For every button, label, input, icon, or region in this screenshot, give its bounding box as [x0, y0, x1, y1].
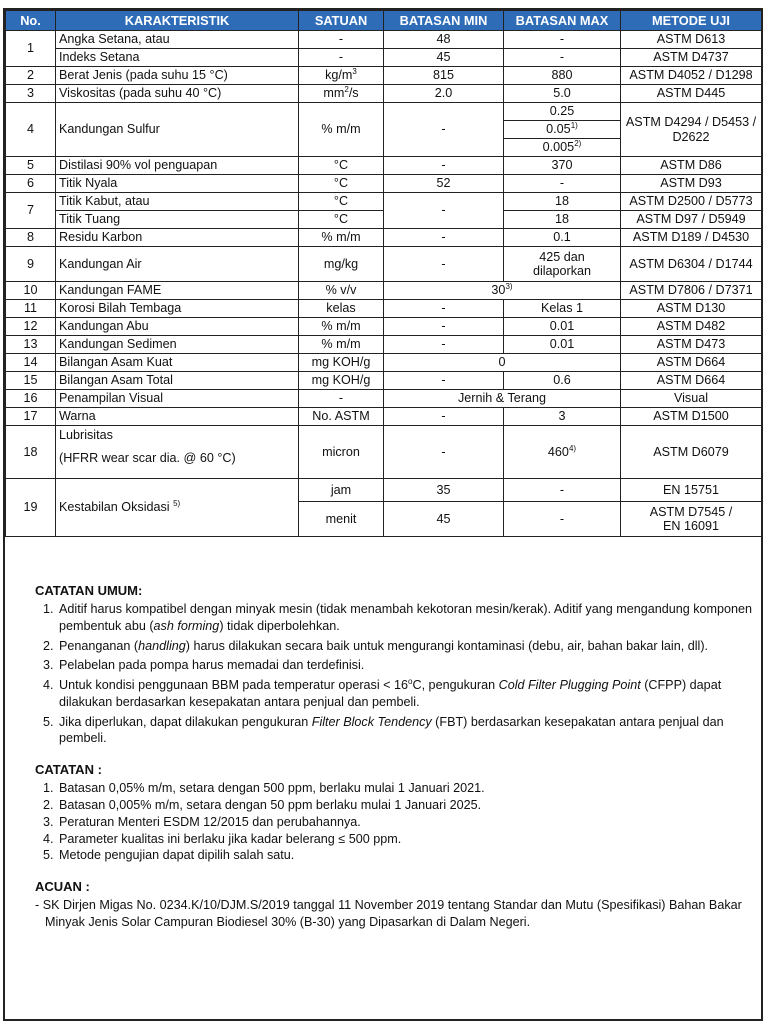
cell-metode: ASTM D7806 / D7371: [621, 282, 762, 300]
table-row: [6, 229, 762, 247]
table-row: [6, 85, 762, 103]
cell-min: 2.0: [384, 85, 504, 103]
cell-karakteristik: Distilasi 90% vol penguapan: [56, 157, 299, 175]
cell-metode: ASTM D86: [621, 157, 762, 175]
text-part: Penanganan (: [59, 638, 139, 653]
list-item: 5. Metode pengujian dapat dipilih salah satu.: [57, 847, 755, 864]
cell-no: 5: [6, 157, 56, 175]
cell-max: -: [504, 502, 621, 537]
cell-metode: ASTM D2500 / D5773: [621, 193, 762, 211]
text-part: Kestabilan Oksidasi: [59, 500, 174, 515]
cell-min: -: [384, 157, 504, 175]
table-row: [6, 282, 762, 300]
cell-no: 14: [6, 354, 56, 372]
cell-karakteristik: Titik Nyala: [56, 175, 299, 193]
cell-karakteristik: Angka Setana, atau: [56, 31, 299, 49]
cell-no: 7: [6, 193, 56, 229]
header-batasan-max: BATASAN MAX: [504, 11, 621, 31]
cell-metode: Visual: [621, 390, 762, 408]
cell-no: 10: [6, 282, 56, 300]
cell-metode: ASTM D93: [621, 175, 762, 193]
cell-max: -: [504, 31, 621, 49]
cell-no: 15: [6, 372, 56, 390]
cell-satuan: menit: [299, 502, 384, 537]
cell-max: Kelas 1: [504, 300, 621, 318]
list-item: [57, 714, 755, 747]
cell-karakteristik: Korosi Bilah Tembaga: [56, 300, 299, 318]
cell-karakteristik: Bilangan Asam Kuat: [56, 354, 299, 372]
list-item: 2. Batasan 0,005% m/m, setara dengan 50 ppm berlaku mulai 1 Januari 2025.: [57, 797, 755, 814]
cell-no: 12: [6, 318, 56, 336]
text-part: Berat Jenis (pada suhu 15: [59, 68, 210, 83]
cell-metode: ASTM D4052 / D1298: [621, 67, 762, 85]
text-part: 460: [547, 444, 569, 459]
cell-metode: EN 15751: [621, 479, 762, 502]
cell-no: 4: [6, 103, 56, 157]
cell-satuan: % m/m: [299, 336, 384, 354]
cell-karakteristik: Bilangan Asam Total: [56, 372, 299, 390]
text-part: Jika diperlukan, dapat dilakukan pengukuran: [59, 714, 312, 729]
table-row: [6, 193, 762, 211]
cell-min: 815: [384, 67, 504, 85]
cell-karakteristik: Warna: [56, 408, 299, 426]
text-part: C, pengukuran: [412, 678, 499, 693]
cell-max: [504, 139, 621, 157]
cell-karakteristik: Kandungan FAME: [56, 282, 299, 300]
text-part: °C): [209, 68, 228, 83]
text-part: 0.05: [546, 122, 571, 137]
cell-no: 16: [6, 390, 56, 408]
specification-sheet: [3, 8, 763, 1021]
cell-min: -: [384, 229, 504, 247]
cell-no: 9: [6, 247, 56, 282]
cell-no: 19: [6, 479, 56, 537]
cell-no: 2: [6, 67, 56, 85]
cell-metode: ASTM D664: [621, 372, 762, 390]
cell-karakteristik: [56, 426, 299, 479]
cell-metode: ASTM D473: [621, 336, 762, 354]
cell-metode: ASTM D482: [621, 318, 762, 336]
cell-karakteristik: Kandungan Sulfur: [56, 103, 299, 157]
cell-satuan: [299, 85, 384, 103]
cell-satuan: mg KOH/g: [299, 372, 384, 390]
list-item: [57, 677, 755, 710]
cell-satuan: kelas: [299, 300, 384, 318]
footnote-marker: 1): [570, 121, 578, 131]
cell-min: -: [384, 372, 504, 390]
cell-karakteristik: Titik Kabut, atau: [56, 193, 299, 211]
text-part: Aditif harus kompatibel dengan minyak mesin (tidak menambah kekotoran mesin/kerak). Aditif yang mengandung komponen pembentuk abu (: [59, 602, 753, 634]
acuan-title: ACUAN :: [35, 879, 90, 895]
cell-metode: ASTM D1500: [621, 408, 762, 426]
cell-karakteristik: [56, 85, 299, 103]
footnote-marker: 5): [173, 499, 181, 509]
table-row: [6, 372, 762, 390]
cell-satuan: % m/m: [299, 103, 384, 157]
cell-min: -: [384, 336, 504, 354]
cell-min: 48: [384, 31, 504, 49]
cell-satuan: °C: [299, 211, 384, 229]
text-part: 30: [491, 283, 506, 298]
notes-section: [35, 582, 755, 945]
cell-satuan: jam: [299, 479, 384, 502]
list-item: 4. Parameter kualitas ini berlaku jika kadar belerang ≤ 500 ppm.: [57, 831, 755, 848]
cell-karakteristik: Indeks Setana: [56, 49, 299, 67]
cell-no: 18: [6, 426, 56, 479]
table-row: [6, 175, 762, 193]
list-item: 1. Batasan 0,05% m/m, setara dengan 500 ppm, berlaku mulai 1 Januari 2021.: [57, 780, 755, 797]
cell-min: -: [384, 247, 504, 282]
cell-metode: ASTM D130: [621, 300, 762, 318]
cell-satuan: No. ASTM: [299, 408, 384, 426]
cell-min: -: [384, 103, 504, 157]
cell-satuan: -: [299, 49, 384, 67]
cell-no: 17: [6, 408, 56, 426]
catatan-umum-list: [35, 601, 755, 747]
cell-metode: ASTM D4737: [621, 49, 762, 67]
cell-min: 45: [384, 49, 504, 67]
catatan-title: CATATAN :: [35, 762, 102, 778]
cell-satuan: % m/m: [299, 229, 384, 247]
cell-max: 370: [504, 157, 621, 175]
cell-karakteristik: Kandungan Sedimen: [56, 336, 299, 354]
table-row: [6, 157, 762, 175]
header-metode-uji: METODE UJI: [621, 11, 762, 31]
cell-satuan: °C: [299, 193, 384, 211]
cell-no: 11: [6, 300, 56, 318]
table-row: [6, 103, 762, 121]
cell-max: 5.0: [504, 85, 621, 103]
cell-metode: ASTM D7545 / EN 16091: [621, 502, 762, 537]
cell-karakteristik: Titik Tuang: [56, 211, 299, 229]
cell-satuan: °C: [299, 157, 384, 175]
cell-no: 3: [6, 85, 56, 103]
cell-max: [504, 121, 621, 139]
cell-max: 425 dan dilaporkan: [504, 247, 621, 282]
catatan-list: [35, 780, 755, 864]
text-part: ) harus dilakukan secara baik untuk mengurangi kontaminasi (debu, air, bahan bakar lain, dll).: [185, 638, 709, 653]
cell-max: 0.25: [504, 103, 621, 121]
cell-max: 18: [504, 211, 621, 229]
text-part: handling: [138, 638, 186, 653]
cell-metode: ASTM D4294 / D5453 / D2622: [621, 103, 762, 157]
header-batasan-min: BATASAN MIN: [384, 11, 504, 31]
table-row: [6, 479, 762, 502]
cell-no: 13: [6, 336, 56, 354]
cell-min: 45: [384, 502, 504, 537]
table-row: [6, 49, 762, 67]
cell-min: 35: [384, 479, 504, 502]
cell-max: 0.1: [504, 229, 621, 247]
superscript: 3: [352, 67, 357, 77]
cell-min: -: [384, 318, 504, 336]
cell-min: -: [384, 426, 504, 479]
cell-value-merged: [384, 282, 621, 300]
table-row: [6, 426, 762, 479]
cell-max: 3: [504, 408, 621, 426]
cell-metode: ASTM D613: [621, 31, 762, 49]
cell-satuan: micron: [299, 426, 384, 479]
table-header-row: [6, 11, 762, 31]
cell-satuan: % m/m: [299, 318, 384, 336]
specification-table: [5, 10, 762, 537]
header-no: No.: [6, 11, 56, 31]
table-row: [6, 390, 762, 408]
list-item: [57, 638, 755, 655]
table-row: [6, 354, 762, 372]
text-line: [59, 451, 295, 465]
cell-metode: ASTM D6304 / D1744: [621, 247, 762, 282]
acuan-item: - SK Dirjen Migas No. 0234.K/10/DJM.S/2019 tanggal 11 November 2019 tentang Standar dan Mutu (Spesifikasi) Bahan Bakar Minyak Jenis Solar Campuran Biodiesel 30% (B-30) yang Dipasarkan di Dalam Negeri.: [35, 898, 742, 930]
cell-max: 18: [504, 193, 621, 211]
footnote-marker: 4): [568, 443, 577, 453]
text-part: Filter Block Tendency: [311, 714, 432, 729]
cell-karakteristik: Penampilan Visual: [56, 390, 299, 408]
cell-min: 52: [384, 175, 504, 193]
superscript: 2: [344, 85, 349, 95]
text-part: /s: [348, 86, 359, 101]
cell-metode: ASTM D6079: [621, 426, 762, 479]
text-part: (FBT) berdasarkan kesepakatan antara penjual dan pembeli.: [59, 714, 724, 746]
header-karakteristik: KARAKTERISTIK: [56, 11, 299, 31]
table-row: [6, 67, 762, 85]
cell-max: -: [504, 175, 621, 193]
cell-karakteristik: [56, 479, 299, 537]
cell-max: 0.01: [504, 318, 621, 336]
cell-value-merged: 0: [384, 354, 621, 372]
list-item: 3. Pelabelan pada pompa harus memadai dan terdefinisi.: [57, 657, 755, 674]
cell-min: -: [384, 408, 504, 426]
cell-karakteristik: Kandungan Air: [56, 247, 299, 282]
catatan-section: [35, 761, 755, 864]
cell-satuan: [299, 67, 384, 85]
table-row: [6, 31, 762, 49]
table-row: [6, 336, 762, 354]
text-part: mm: [323, 86, 345, 101]
footnote-marker: 2): [574, 139, 582, 149]
catatan-umum-title: CATATAN UMUM:: [35, 583, 143, 598]
table-row: [6, 318, 762, 336]
cell-max: 0.6: [504, 372, 621, 390]
cell-karakteristik: Residu Karbon: [56, 229, 299, 247]
cell-metode: ASTM D97 / D5949: [621, 211, 762, 229]
cell-value-merged: Jernih & Terang: [384, 390, 621, 408]
cell-karakteristik: Kandungan Abu: [56, 318, 299, 336]
cell-min: -: [384, 193, 504, 229]
cell-satuan: % v/v: [299, 282, 384, 300]
text-part: °C): [203, 86, 222, 101]
cell-metode: ASTM D664: [621, 354, 762, 372]
table-row: [6, 300, 762, 318]
cell-no: 1: [6, 31, 56, 67]
cell-satuan: mg KOH/g: [299, 354, 384, 372]
table-row: [6, 247, 762, 282]
list-item: [57, 601, 755, 634]
cell-karakteristik: [56, 67, 299, 85]
text-line: Lubrisitas: [59, 428, 113, 442]
cell-max: 0.01: [504, 336, 621, 354]
text-part: ) tidak diperbolehkan.: [219, 619, 340, 634]
cell-min: -: [384, 300, 504, 318]
cell-max: 880: [504, 67, 621, 85]
cell-max: -: [504, 49, 621, 67]
table-row: [6, 408, 762, 426]
text-part: Untuk kondisi penggunaan BBM pada temperatur operasi < 16: [59, 678, 409, 693]
text-part: kg/m: [325, 68, 353, 83]
acuan-section: [35, 878, 755, 931]
text-part: 0.005: [542, 140, 575, 155]
text-part: °C): [217, 451, 236, 466]
catatan-umum-section: [35, 582, 755, 747]
text-part: (CFPP) dapat dilakukan berdasarkan kesepakatan antara penjual dan pembeli.: [59, 678, 722, 709]
text-part: Viskositas (pada suhu 40: [59, 86, 203, 101]
cell-satuan: -: [299, 31, 384, 49]
footnote-marker: 3): [505, 282, 513, 292]
cell-max: [504, 426, 621, 479]
superscript: o: [408, 677, 413, 687]
cell-max: -: [504, 479, 621, 502]
cell-no: 8: [6, 229, 56, 247]
cell-satuan: °C: [299, 175, 384, 193]
cell-satuan: mg/kg: [299, 247, 384, 282]
list-item: 3. Peraturan Menteri ESDM 12/2015 dan perubahannya.: [57, 814, 755, 831]
text-part: Cold Filter Plugging Point: [498, 678, 641, 693]
header-satuan: SATUAN: [299, 11, 384, 31]
cell-metode: ASTM D445: [621, 85, 762, 103]
cell-satuan: -: [299, 390, 384, 408]
text-part: (HFRR wear scar dia. @ 60: [59, 451, 218, 466]
cell-metode: ASTM D189 / D4530: [621, 229, 762, 247]
text-part: ash forming: [153, 619, 220, 634]
cell-no: 6: [6, 175, 56, 193]
